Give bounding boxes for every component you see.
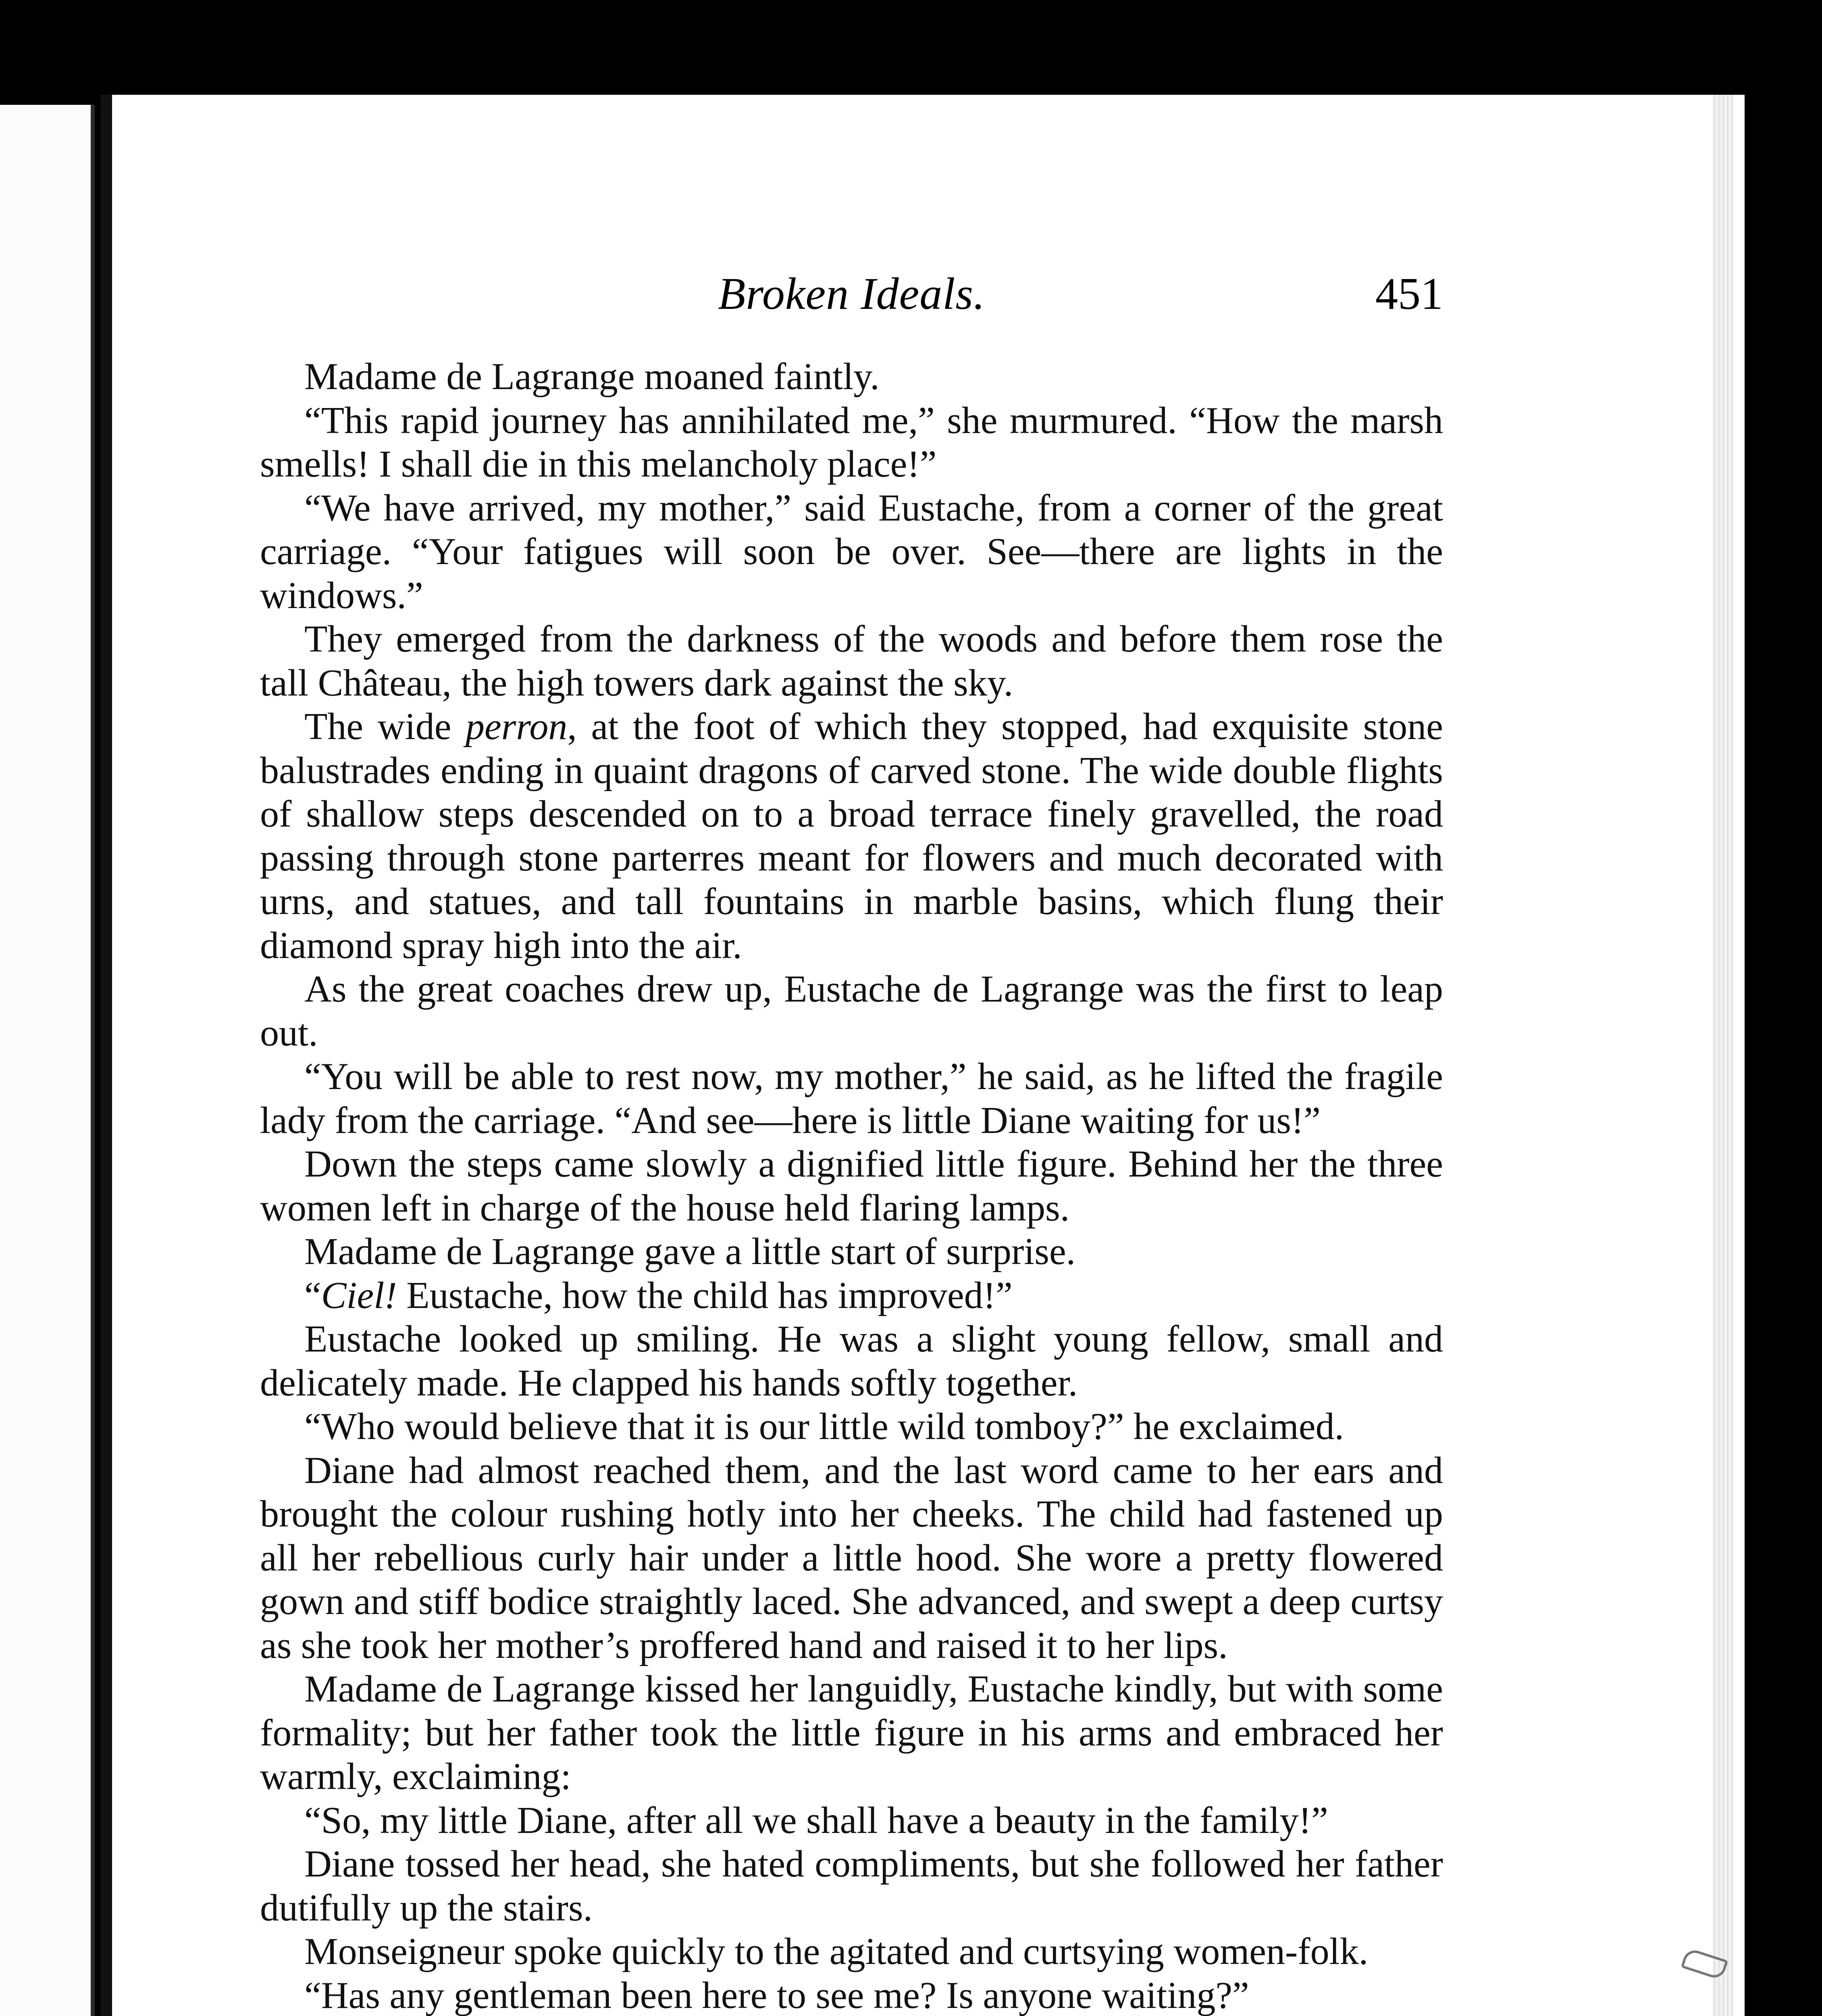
text-run: Eustache, how the child has improved!” [397, 1274, 1013, 1316]
paragraph: Eustache looked up smiling. He was a slight young fellow, small and delicately made. He clapped his hands softly together. [260, 1318, 1443, 1404]
page-header [260, 260, 1443, 321]
paragraph: Madame de Lagrange gave a little start of surprise. [304, 1231, 1076, 1272]
previous-page-edge [0, 105, 95, 2016]
paragraph: They emerged from the darkness of the woods and before them rose the tall Château, the high towers dark against the sky. [260, 618, 1443, 704]
text-run: “ [304, 1274, 321, 1316]
paragraph: Down the steps came slowly a dignified little figure. Behind her the three women left in charge of the house held flaring lamps. [260, 1143, 1443, 1229]
text-run: The wide [304, 706, 466, 748]
paragraph: “So, my little Diane, after all we shall have a beauty in the family!” [304, 1799, 1328, 1841]
text-run: , at the foot of which they stopped, had exquisite stone balustrades ending in quaint dragons of carved stone. The wide double flights of shallow steps descended on to a broad terrace finely gravelled, the road passing through stone parterres meant for flowers and much decorated with urns, and statues, and tall fountains in marble basins, which flung their diamond spray high into the air. [260, 706, 1443, 966]
paragraph: “You will be able to rest now, my mother,” he said, as he lifted the fragile lady from the carriage. “And see—here is little Diane waiting for us!” [260, 1056, 1443, 1141]
paragraph: Diane had almost reached them, and the last word came to her ears and brought the colour rushing hotly into her cheeks. The child had fastened up all her rebellious curly hair under a little hood. She wore a pretty flowered gown and stiff bodice straightly laced. She advanced, and swept a deep curtsy as she took her mother’s proffered hand and raised it to her lips. [260, 1449, 1443, 1666]
running-title: Broken Ideals. [718, 269, 985, 319]
italic-term: perron [466, 706, 568, 748]
paragraph: Monseigneur spoke quickly to the agitated and curtsying women-folk. [304, 1931, 1369, 1972]
page-number: 451 [1375, 269, 1443, 319]
body-text [260, 355, 1443, 2016]
paragraph: “Has any gentleman been here to see me? Is anyone waiting?” [304, 1974, 1249, 2016]
paragraph: “We have arrived, my mother,” said Eustache, from a corner of the great carriage. “Your fatigues will soon be over. See—there are lights in the windows.” [260, 487, 1443, 616]
paragraph: Diane tossed her head, she hated compliments, but she followed her father dutifully up the stairs. [260, 1843, 1443, 1929]
paragraph: As the great coaches drew up, Eustache de Lagrange was the first to leap out. [260, 968, 1443, 1054]
paragraph: “Who would believe that it is our little wild tomboy?” he exclaimed. [304, 1406, 1344, 1447]
paragraph [260, 1274, 1443, 1318]
paragraph: Madame de Lagrange kissed her languidly, Eustache kindly, but with some formality; but her father took the little figure in his arms and embraced her warmly, exclaiming: [260, 1668, 1443, 1797]
paragraph: “This rapid journey has annihilated me,” she murmured. “How the marsh smells! I shall die in this melancholy place!” [260, 399, 1443, 485]
paragraph [260, 705, 1443, 967]
page-stack-edge [1712, 95, 1733, 2016]
paragraph: Madame de Lagrange moaned faintly. [304, 356, 880, 398]
italic-term: Ciel! [321, 1274, 397, 1316]
